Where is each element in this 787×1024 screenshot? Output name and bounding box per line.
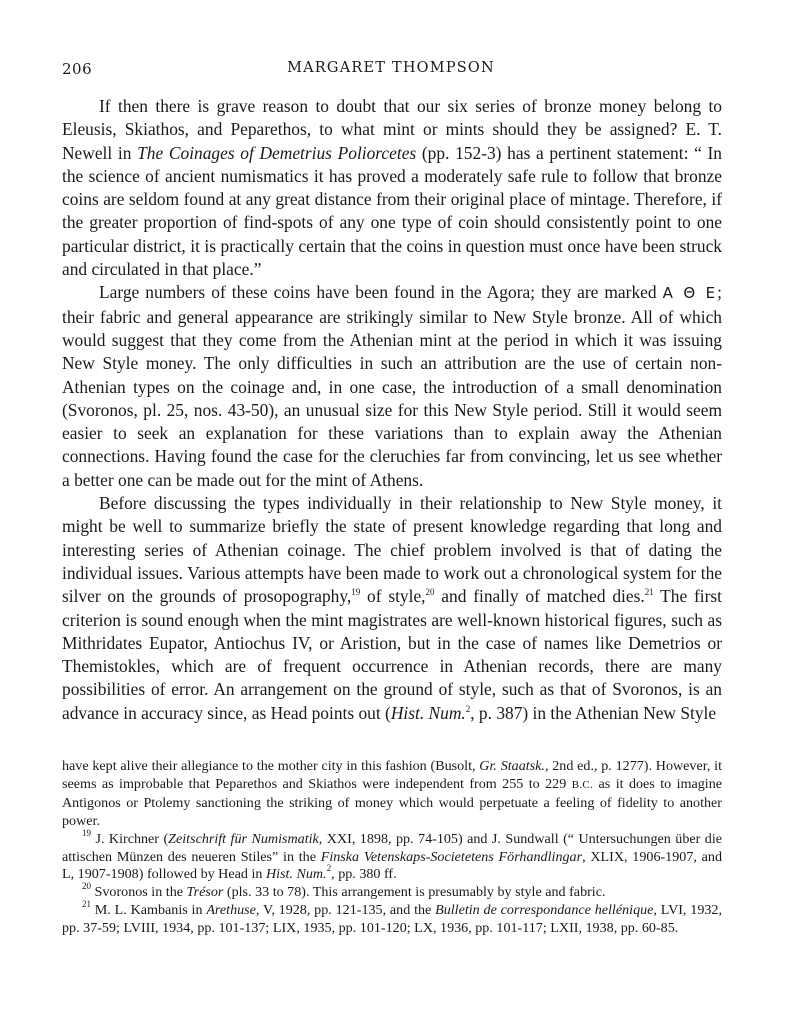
footnote-ref-21[interactable]: 21 <box>644 587 654 598</box>
greek-legend: Α Θ Ε <box>662 284 718 303</box>
paragraph-3: Before discussing the types individually in their relationship to New Style money, it might be well to summarize briefly the state of present knowledge regarding that long and interesting series of Athenian coinage. The chief problem involved is that of dating the individual issues. Various attempts have been made to work out a chronological system for the silver on the grounds of prosopography,$^{19}$ of style,$^{20}$ and finally of matched dies.$^{21}$ The first criterion is sound enough when the mint magistrates are well-known historical figures, such as Mithridates Eupator, Antiochus IV, or Aristion, but in the case of names like Demetrios or Themistokles, which are of frequent occurrence in Athenian records, there are many possibilities of error. An arrangement on the ground of style, such as that of Svoronos, is an advance in accuracy since, as Head points out (Hist. Num.$^2$, p. 387) in the Athenian New Style <box>62 493 723 723</box>
paragraph-1: If then there is grave reason to doubt that our six series of bronze money belong to Eleusis, Skiathos, and Peparethos, to what mint or mints should they be assigned? E. T. Newell in The Coinages of Demetrius Poliorcetes (pp. 152-3) has a pertinent statement: “ In the science of ancient numismatics it has proved a moderately safe rule to follow that bronze coins are seldom found at any great distance from their original place of mintage. Therefore, if the greater proportion of find-spots of any one type of coin should consistently point to one particular district, it is practically certain that the coins in question must once have been struck and circulated in that place.” <box>62 96 722 280</box>
footnote-ref-20[interactable]: 20 <box>425 587 435 598</box>
footnote-20: $^{20}$ Svoronos in the Trésor (pls. 33 to 78). This arrangement is presumably by style and fabric. <box>82 881 606 901</box>
book-title: The Coinages of Demetrius Poliorcetes <box>137 142 417 163</box>
footnote-continuation: have kept alive their allegiance to the mother city in this fashion (Busolt, Gr. Staatsk., 2nd ed., p. 1277). However, it seems as improbable that Peparethos and Skiathos were independent from 255 to 229 B.C. as it does to imagine Antigonos or Ptolemy sanctioning the striking of money which would perpetuate a feeling of fidelity to another power. <box>62 758 723 829</box>
main-text <box>62 95 722 725</box>
footnote-19: $^{19}$ J. Kirchner (Zeitschrift für Numismatik, XXI, 1898, pp. 74-105) and J. Sundwall (“ Untersuchungen über die attischen Münzen des neueren Stiles” in the Finska Vetenskaps-Societetens Förhandlingar, XLIX, 1906-1907, and L, 1907-1908) followed by Head in Hist. Num.$^2$, pp. 380 ff. <box>62 827 723 883</box>
footnotes <box>62 758 722 938</box>
page-number: 206 <box>62 60 93 78</box>
running-header <box>62 60 720 82</box>
running-title: MARGARET THOMPSON <box>287 60 495 76</box>
footnote-ref-19[interactable]: 19 <box>351 587 361 598</box>
paragraph-2: Large numbers of these coins have been found in the Agora; they are marked Α Θ Ε; their fabric and general appearance are strikingly similar to New Style bronze. All of which would suggest that they come from the Athenian mint at the period in which it was issuing New Style money. The only difficulties in such an attribution are the use of certain non-Athenian types on the coinage and, in one case, the introduction of a small denomination (Svoronos, pl. 25, nos. 43-50), an unusual size for this New Style period. Still it would seem easier to seek an explanation for these variations than to explain away the Athenian connections. Having found the case for the cleruchies far from convincing, let us see whether a better one can be made out for the mint of Athens. <box>62 282 722 490</box>
footnote-21: $^{21}$ M. L. Kambanis in Arethuse, V, 1928, pp. 121-135, and the Bulletin de correspondance hellénique, LVI, 1932, pp. 37-59; LVIII, 1934, pp. 101-137; LIX, 1935, pp. 101-120; LX, 1936, pp. 101-117; LXII, 1938, pp. 60-85. <box>62 899 722 937</box>
